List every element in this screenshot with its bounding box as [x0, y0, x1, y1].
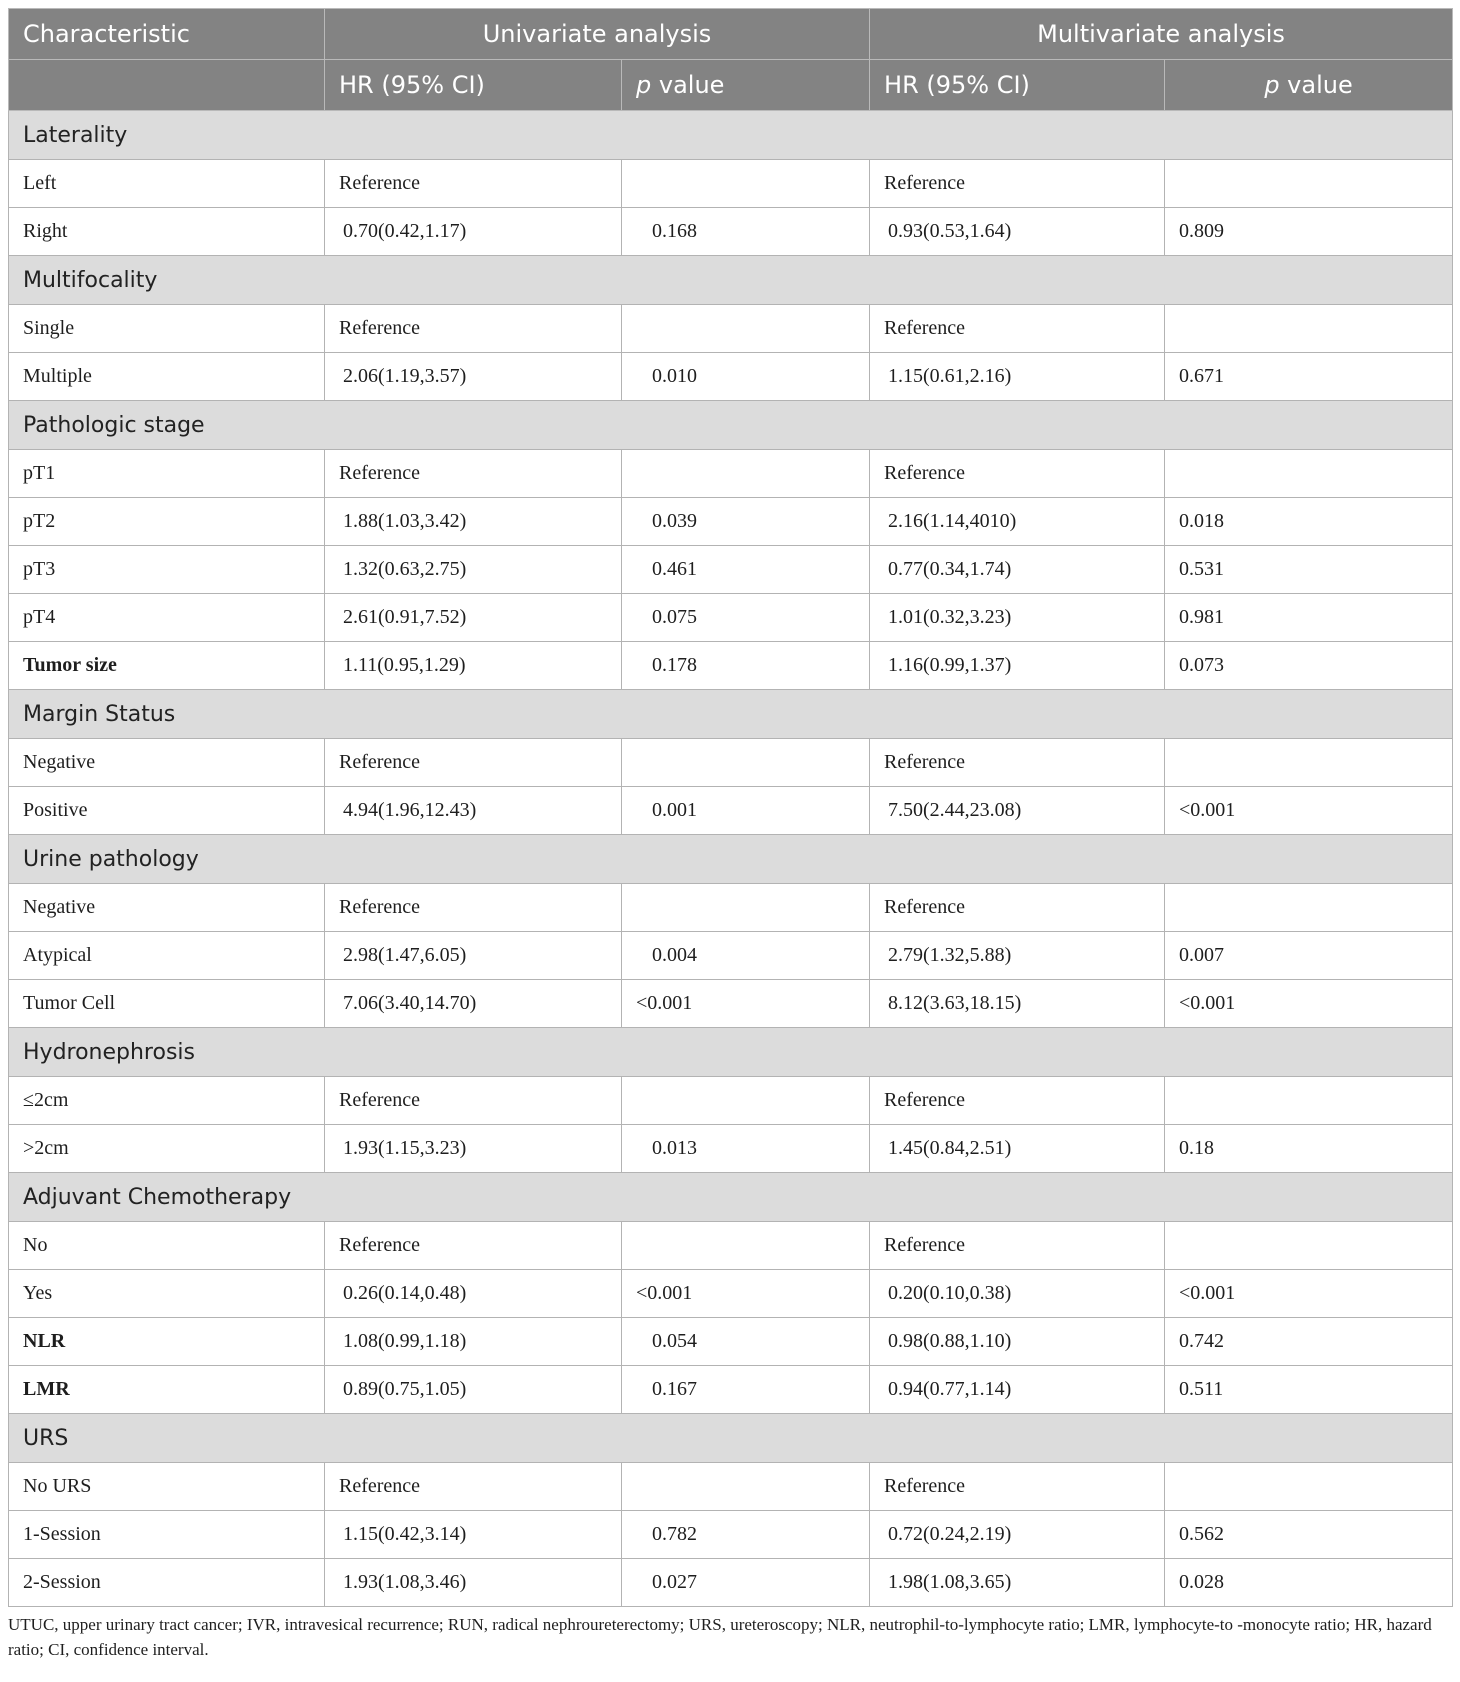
univariate-p-cell: 0.054 [622, 1318, 870, 1366]
multivariate-p-cell: 0.671 [1165, 353, 1453, 401]
section-row [9, 835, 1453, 884]
univariate-hr-cell: 0.70(0.42,1.17) [325, 208, 622, 256]
table-row [9, 594, 1453, 642]
multivariate-hr-cell: 0.72(0.24,2.19) [870, 1511, 1165, 1559]
row-label: pT1 [9, 450, 325, 498]
header-univariate-p [622, 60, 870, 111]
univariate-hr-cell: Reference [325, 1077, 622, 1125]
table-row [9, 1077, 1453, 1125]
header-empty [9, 60, 325, 111]
table-row [9, 1511, 1453, 1559]
table-row [9, 305, 1453, 353]
section-label: Margin Status [9, 690, 1453, 739]
section-label: Urine pathology [9, 835, 1453, 884]
header-characteristic: Characteristic [9, 9, 325, 60]
multivariate-p-cell [1165, 450, 1453, 498]
multivariate-hr-cell: 7.50(2.44,23.08) [870, 787, 1165, 835]
univariate-hr-cell: 1.15(0.42,3.14) [325, 1511, 622, 1559]
table-header [9, 9, 1453, 111]
multivariate-hr-cell: Reference [870, 1463, 1165, 1511]
univariate-hr-cell: 2.06(1.19,3.57) [325, 353, 622, 401]
table-row [9, 1125, 1453, 1173]
multivariate-hr-cell: Reference [870, 305, 1165, 353]
univariate-p-cell: 0.027 [622, 1559, 870, 1607]
row-label: Yes [9, 1270, 325, 1318]
univariate-hr-cell: 4.94(1.96,12.43) [325, 787, 622, 835]
multivariate-p-cell: 0.562 [1165, 1511, 1453, 1559]
multivariate-hr-cell: Reference [870, 739, 1165, 787]
multivariate-p-cell: 0.007 [1165, 932, 1453, 980]
univariate-hr-cell: 1.11(0.95,1.29) [325, 642, 622, 690]
row-label: Multiple [9, 353, 325, 401]
multivariate-p-cell [1165, 739, 1453, 787]
section-label: Hydronephrosis [9, 1028, 1453, 1077]
univariate-hr-cell: Reference [325, 305, 622, 353]
multivariate-hr-cell: Reference [870, 884, 1165, 932]
header-univariate-hr: HR (95% CI) [325, 60, 622, 111]
univariate-p-cell [622, 160, 870, 208]
section-label: Adjuvant Chemotherapy [9, 1173, 1453, 1222]
row-label: No URS [9, 1463, 325, 1511]
multivariate-hr-cell: 0.77(0.34,1.74) [870, 546, 1165, 594]
multivariate-p-cell [1165, 160, 1453, 208]
table-row [9, 353, 1453, 401]
multivariate-hr-cell: Reference [870, 1077, 1165, 1125]
univariate-hr-cell: Reference [325, 739, 622, 787]
univariate-hr-cell: 7.06(3.40,14.70) [325, 980, 622, 1028]
multivariate-p-cell: 0.981 [1165, 594, 1453, 642]
table-row [9, 642, 1453, 690]
multivariate-hr-cell: 0.93(0.53,1.64) [870, 208, 1165, 256]
multivariate-hr-cell: 1.45(0.84,2.51) [870, 1125, 1165, 1173]
univariate-hr-cell: 1.93(1.15,3.23) [325, 1125, 622, 1173]
multivariate-p-cell: <0.001 [1165, 787, 1453, 835]
univariate-p-cell [622, 739, 870, 787]
univariate-p-cell: 0.075 [622, 594, 870, 642]
row-label: Single [9, 305, 325, 353]
header-multivariate-p [1165, 60, 1453, 111]
multivariate-p-cell: 0.531 [1165, 546, 1453, 594]
table-row [9, 787, 1453, 835]
table-row [9, 160, 1453, 208]
row-label: No [9, 1222, 325, 1270]
row-label: pT3 [9, 546, 325, 594]
univariate-p-cell: 0.039 [622, 498, 870, 546]
row-label: Right [9, 208, 325, 256]
header-multivariate-hr: HR (95% CI) [870, 60, 1165, 111]
section-label: Laterality [9, 111, 1453, 160]
multivariate-hr-cell: Reference [870, 160, 1165, 208]
multivariate-hr-cell: 0.94(0.77,1.14) [870, 1366, 1165, 1414]
table-row [9, 932, 1453, 980]
section-row [9, 256, 1453, 305]
p-value-text: value [651, 71, 725, 99]
univariate-hr-cell: 1.32(0.63,2.75) [325, 546, 622, 594]
multivariate-hr-cell: 1.16(0.99,1.37) [870, 642, 1165, 690]
p-value-text: value [1279, 71, 1353, 99]
section-row [9, 111, 1453, 160]
row-label: Positive [9, 787, 325, 835]
row-label: Tumor Cell [9, 980, 325, 1028]
row-label: LMR [9, 1366, 325, 1414]
table-row [9, 980, 1453, 1028]
multivariate-p-cell [1165, 305, 1453, 353]
row-label: 2-Session [9, 1559, 325, 1607]
p-italic: p [636, 71, 652, 99]
multivariate-hr-cell: Reference [870, 1222, 1165, 1270]
univariate-hr-cell: 1.08(0.99,1.18) [325, 1318, 622, 1366]
table-row [9, 1270, 1453, 1318]
multivariate-hr-cell: 0.98(0.88,1.10) [870, 1318, 1165, 1366]
univariate-hr-cell: 2.61(0.91,7.52) [325, 594, 622, 642]
row-label: NLR [9, 1318, 325, 1366]
regression-table [8, 8, 1453, 1607]
row-label: 1-Session [9, 1511, 325, 1559]
table-row [9, 1318, 1453, 1366]
row-label: pT4 [9, 594, 325, 642]
table-body [9, 111, 1453, 1607]
univariate-hr-cell: 1.93(1.08,3.46) [325, 1559, 622, 1607]
univariate-p-cell [622, 450, 870, 498]
row-label: Tumor size [9, 642, 325, 690]
univariate-hr-cell: Reference [325, 1222, 622, 1270]
multivariate-p-cell [1165, 1463, 1453, 1511]
univariate-p-cell [622, 1077, 870, 1125]
table-row [9, 450, 1453, 498]
multivariate-p-cell: 0.028 [1165, 1559, 1453, 1607]
row-label: ≤2cm [9, 1077, 325, 1125]
section-label: URS [9, 1414, 1453, 1463]
univariate-p-cell [622, 1222, 870, 1270]
results-table-container [8, 8, 1452, 1607]
row-label: Atypical [9, 932, 325, 980]
univariate-hr-cell: Reference [325, 450, 622, 498]
row-label: >2cm [9, 1125, 325, 1173]
univariate-hr-cell: 2.98(1.47,6.05) [325, 932, 622, 980]
univariate-hr-cell: 0.89(0.75,1.05) [325, 1366, 622, 1414]
header-multivariate: Multivariate analysis [870, 9, 1453, 60]
multivariate-p-cell: <0.001 [1165, 980, 1453, 1028]
table-row [9, 884, 1453, 932]
table-row [9, 498, 1453, 546]
univariate-hr-cell: Reference [325, 1463, 622, 1511]
univariate-p-cell: 0.010 [622, 353, 870, 401]
header-univariate: Univariate analysis [325, 9, 870, 60]
multivariate-p-cell [1165, 1222, 1453, 1270]
table-row [9, 1463, 1453, 1511]
section-row [9, 401, 1453, 450]
multivariate-p-cell: 0.18 [1165, 1125, 1453, 1173]
table-row [9, 1366, 1453, 1414]
multivariate-hr-cell: Reference [870, 450, 1165, 498]
table-row [9, 546, 1453, 594]
multivariate-hr-cell: 2.79(1.32,5.88) [870, 932, 1165, 980]
univariate-p-cell: <0.001 [622, 1270, 870, 1318]
univariate-p-cell: 0.013 [622, 1125, 870, 1173]
section-label: Pathologic stage [9, 401, 1453, 450]
section-row [9, 690, 1453, 739]
multivariate-p-cell: 0.511 [1165, 1366, 1453, 1414]
multivariate-hr-cell: 0.20(0.10,0.38) [870, 1270, 1165, 1318]
multivariate-hr-cell: 1.15(0.61,2.16) [870, 353, 1165, 401]
univariate-p-cell: 0.004 [622, 932, 870, 980]
univariate-p-cell: 0.782 [622, 1511, 870, 1559]
multivariate-p-cell: 0.073 [1165, 642, 1453, 690]
univariate-hr-cell: Reference [325, 884, 622, 932]
row-label: pT2 [9, 498, 325, 546]
row-label: Negative [9, 884, 325, 932]
row-label: Left [9, 160, 325, 208]
univariate-p-cell: 0.168 [622, 208, 870, 256]
table-row [9, 1222, 1453, 1270]
section-row [9, 1028, 1453, 1077]
section-label: Multifocality [9, 256, 1453, 305]
univariate-hr-cell: 0.26(0.14,0.48) [325, 1270, 622, 1318]
multivariate-hr-cell: 1.01(0.32,3.23) [870, 594, 1165, 642]
multivariate-p-cell: <0.001 [1165, 1270, 1453, 1318]
table-row [9, 208, 1453, 256]
univariate-p-cell [622, 884, 870, 932]
univariate-hr-cell: 1.88(1.03,3.42) [325, 498, 622, 546]
multivariate-p-cell: 0.809 [1165, 208, 1453, 256]
univariate-p-cell: 0.167 [622, 1366, 870, 1414]
multivariate-hr-cell: 1.98(1.08,3.65) [870, 1559, 1165, 1607]
table-row [9, 739, 1453, 787]
univariate-p-cell: 0.001 [622, 787, 870, 835]
multivariate-hr-cell: 2.16(1.14,4010) [870, 498, 1165, 546]
row-label: Negative [9, 739, 325, 787]
table-row [9, 1559, 1453, 1607]
section-row [9, 1414, 1453, 1463]
univariate-p-cell: <0.001 [622, 980, 870, 1028]
univariate-p-cell [622, 305, 870, 353]
multivariate-p-cell: 0.742 [1165, 1318, 1453, 1366]
table-footnote: UTUC, upper urinary tract cancer; IVR, intravesical recurrence; RUN, radical nephroureterectomy; URS, ureteroscopy; NLR, neutrophil-to-lymphocyte ratio; LMR, lymphocyte-to -monocyte ratio; HR, hazard ratio; CI, confidence interval. [8, 1615, 1432, 1659]
univariate-p-cell: 0.178 [622, 642, 870, 690]
univariate-p-cell: 0.461 [622, 546, 870, 594]
multivariate-p-cell: 0.018 [1165, 498, 1453, 546]
multivariate-p-cell [1165, 884, 1453, 932]
section-row [9, 1173, 1453, 1222]
univariate-hr-cell: Reference [325, 160, 622, 208]
univariate-p-cell [622, 1463, 870, 1511]
multivariate-p-cell [1165, 1077, 1453, 1125]
p-italic: p [1264, 71, 1280, 99]
multivariate-hr-cell: 8.12(3.63,18.15) [870, 980, 1165, 1028]
